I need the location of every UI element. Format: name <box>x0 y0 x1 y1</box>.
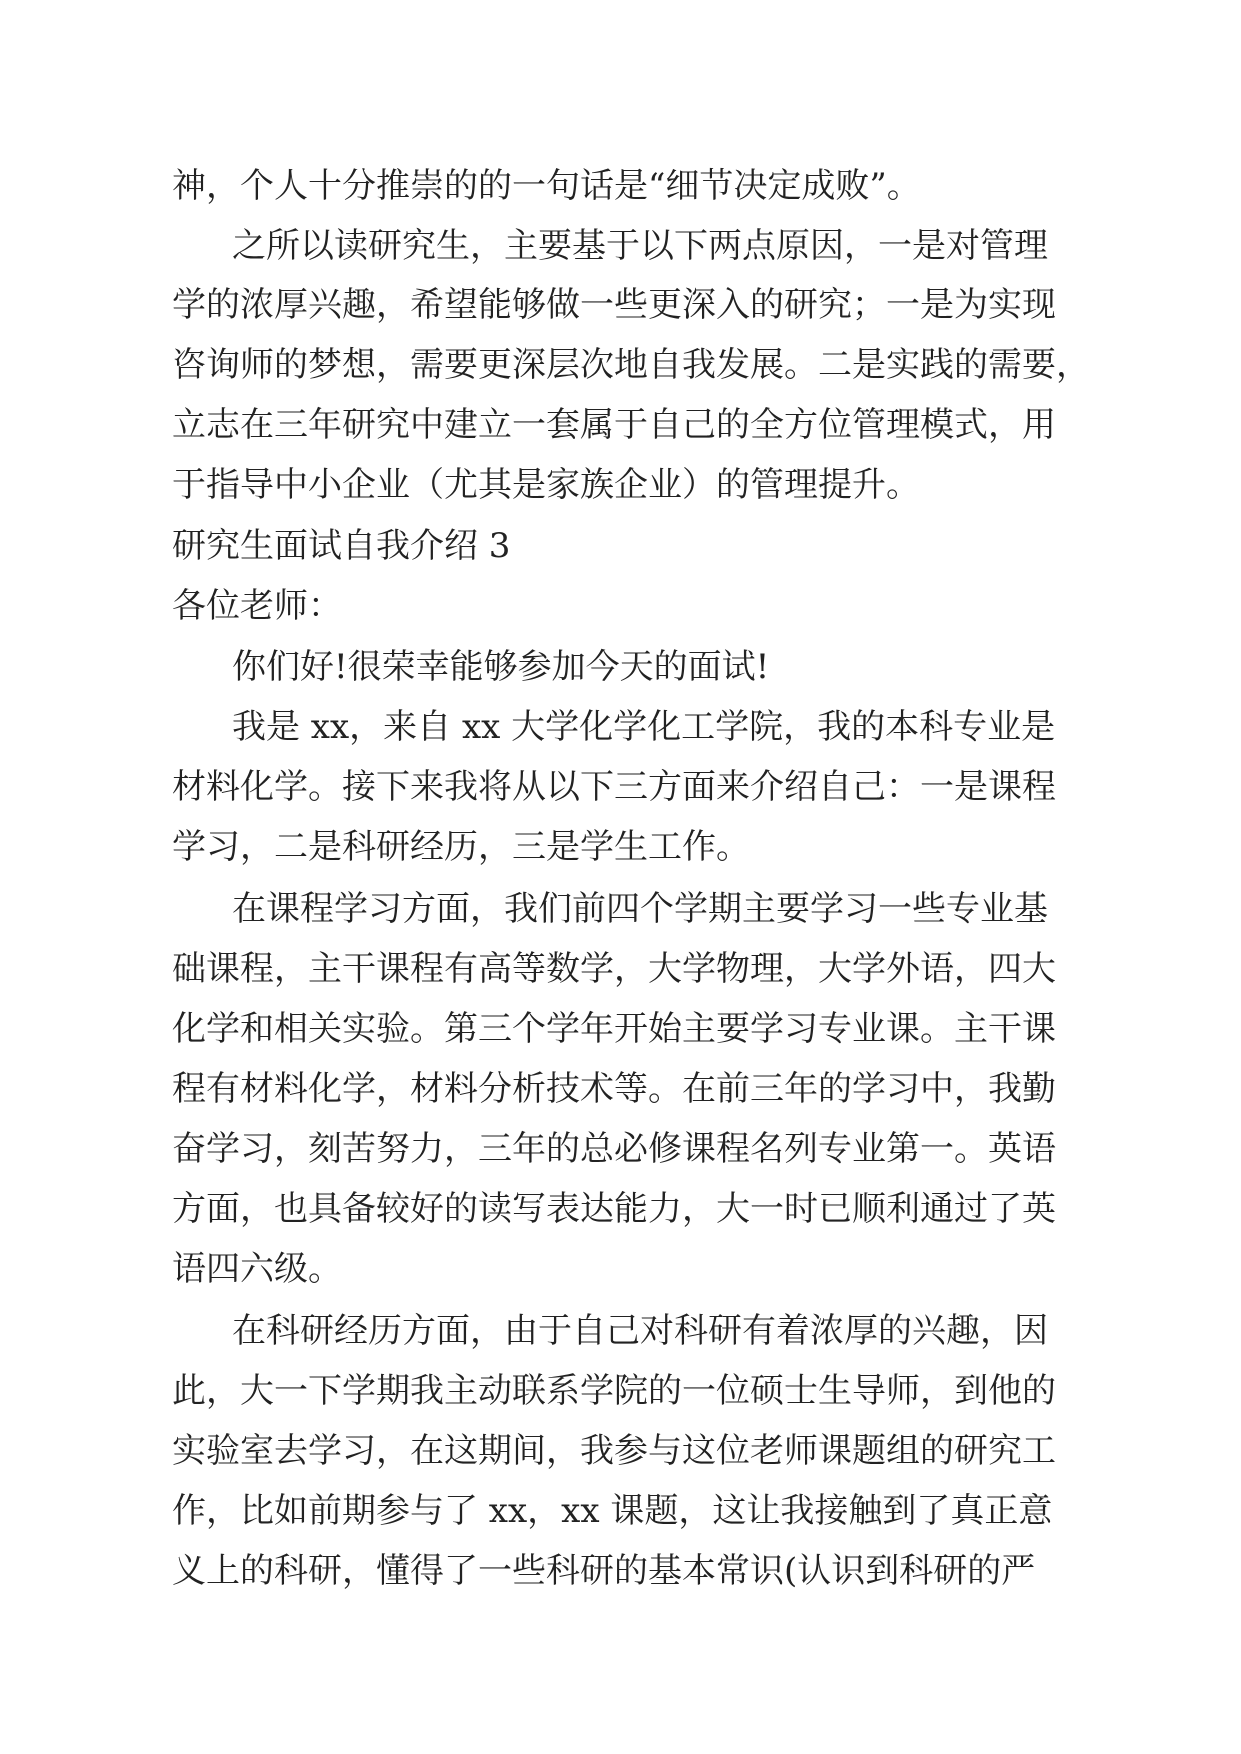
paragraph-line: 作，比如前期参与了 xx，xx 课题，这让我接触到了真正意 <box>172 1491 1053 1531</box>
paragraph-line: 语四六级。 <box>172 1249 342 1289</box>
paragraph-line: 我是 xx，来自 xx 大学化学化工学院，我的本科专业是 <box>232 707 1056 747</box>
paragraph-line: 奋学习，刻苦努力，三年的总必修课程名列专业第一。英语 <box>172 1129 1056 1169</box>
paragraph-line: 立志在三年研究中建立一套属于自己的全方位管理模式，用 <box>172 405 1056 445</box>
paragraph-line: 学的浓厚兴趣，希望能够做一些更深入的研究；一是为实现 <box>172 285 1056 325</box>
salutation: 各位老师： <box>172 586 342 626</box>
paragraph-line: 材料化学。接下来我将从以下三方面来介绍自己：一是课程 <box>172 767 1056 807</box>
paragraph-line: 在科研经历方面，由于自己对科研有着浓厚的兴趣，因 <box>232 1311 1048 1351</box>
section-heading: 研究生面试自我介绍 3 <box>172 526 511 566</box>
paragraph-line: 之所以读研究生，主要基于以下两点原因，一是对管理 <box>232 226 1048 266</box>
paragraph-line: 化学和相关实验。第三个学年开始主要学习专业课。主干课 <box>172 1009 1056 1049</box>
paragraph-line: 你们好!很荣幸能够参加今天的面试! <box>232 647 770 687</box>
paragraph-line: 义上的科研，懂得了一些科研的基本常识(认识到科研的严 <box>172 1551 1036 1591</box>
paragraph-line: 咨询师的梦想，需要更深层次地自我发展。二是实践的需要， <box>172 345 1090 385</box>
paragraph-line: 此，大一下学期我主动联系学院的一位硕士生导师，到他的 <box>172 1371 1056 1411</box>
paragraph-line: 程有材料化学，材料分析技术等。在前三年的学习中，我勤 <box>172 1069 1056 1109</box>
paragraph-line: 学习，二是科研经历，三是学生工作。 <box>172 827 750 867</box>
paragraph-line: 于指导中小企业（尤其是家族企业）的管理提升。 <box>172 465 920 505</box>
paragraph-line: 方面，也具备较好的读写表达能力，大一时已顺利通过了英 <box>172 1189 1056 1229</box>
paragraph-line: 实验室去学习，在这期间，我参与这位老师课题组的研究工 <box>172 1431 1056 1471</box>
paragraph-line: 神，个人十分推崇的的一句话是“细节决定成败”。 <box>172 166 921 206</box>
paragraph-line: 在课程学习方面，我们前四个学期主要学习一些专业基 <box>232 889 1048 929</box>
paragraph-line: 础课程，主干课程有高等数学，大学物理，大学外语，四大 <box>172 949 1056 989</box>
